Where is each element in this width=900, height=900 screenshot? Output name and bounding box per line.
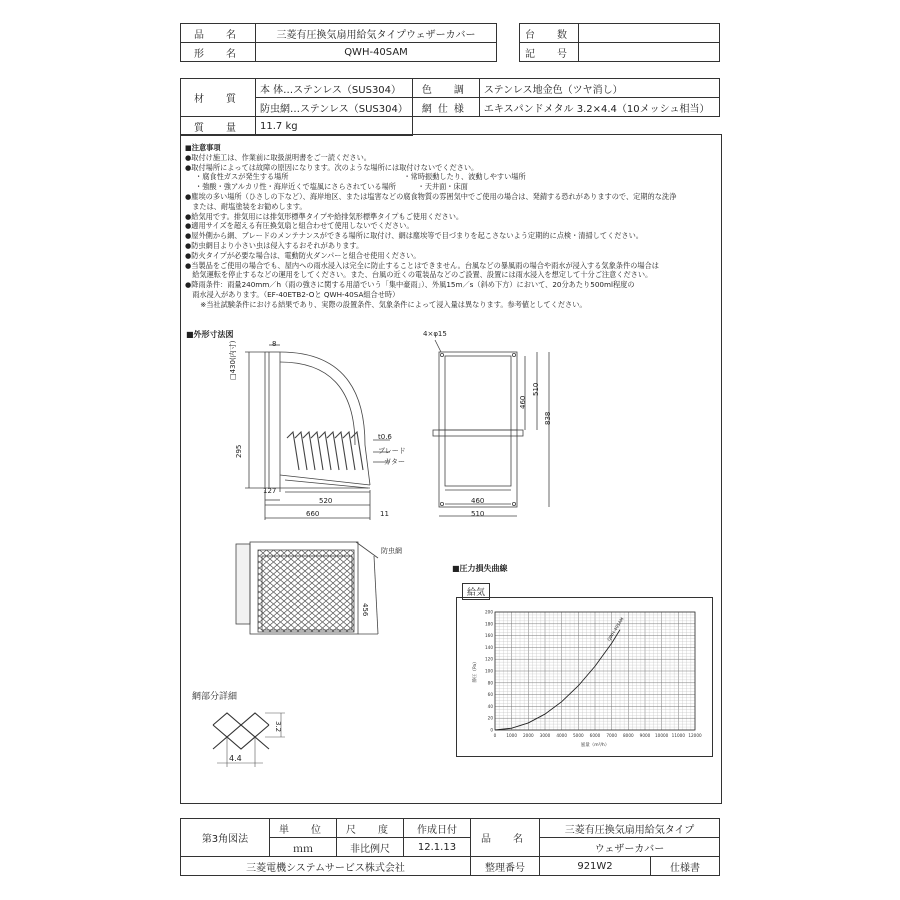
- x-tick-label: 8000: [622, 733, 634, 738]
- katamei-value: QWH-40SAM: [256, 43, 497, 62]
- y-axis-label: 静圧（Pa）: [473, 659, 478, 683]
- label-t06: t0.6: [378, 433, 392, 441]
- dim-460-h: 460: [519, 395, 527, 409]
- note-line: ●取付場所によっては故障の原因になります。次のような場所には取付けないでください。: [185, 162, 479, 172]
- chart-section-title: ■圧力損失曲線: [452, 564, 508, 573]
- hinmei-value: 三菱有圧換気扇用給気タイプウェザーカバー: [256, 24, 497, 43]
- x-tick-label: 9000: [639, 733, 651, 738]
- mesh-detail-title: 網部分詳細: [192, 692, 238, 702]
- dim-520: 520: [319, 497, 333, 505]
- daisu-label: 台 数: [520, 24, 579, 43]
- x-tick-label: 11000: [671, 733, 685, 738]
- shakudo-label: 尺 度: [337, 819, 404, 838]
- y-tick-label: 40: [487, 703, 493, 709]
- notes-title: ■注意事項: [185, 143, 221, 152]
- dim-127: 127: [263, 487, 277, 495]
- amishiyo-label: 網仕様: [412, 98, 479, 117]
- y-tick-label: 160: [485, 633, 493, 639]
- y-tick-label: 120: [485, 656, 493, 662]
- series-label: QWH-40SAM: [606, 616, 625, 642]
- footer-hinmei-label: 品 名: [471, 819, 540, 857]
- label-blade: ブレード: [378, 447, 406, 455]
- company-name: 三菱電機システムサービス株式会社: [181, 857, 471, 876]
- y-tick-label: 140: [485, 644, 493, 650]
- note-line: 給気運転を停止するなどの運用をしてください。また、台風の近くの電装品などのご設置、設置には雨水浸入を想定して十分ご注意ください。: [185, 270, 653, 280]
- x-tick-label: 0: [493, 733, 497, 738]
- honntai-value: 本 体…ステンレス（SUS304）: [256, 79, 413, 98]
- katamei-label: 形 名: [181, 43, 256, 62]
- shakudo-value: 非比例尺: [337, 838, 404, 857]
- dim-430: □430(内寸): [229, 340, 237, 380]
- dim-456: 456: [361, 603, 369, 617]
- kigo-value: [579, 43, 720, 62]
- x-tick-label: 5000: [572, 733, 584, 738]
- x-tick-label: 6000: [589, 733, 601, 738]
- tani-value: ｍｍ: [270, 838, 337, 857]
- x-tick-label: 4000: [556, 733, 568, 738]
- dim-838: 838: [544, 411, 552, 425]
- y-tick-label: 100: [485, 668, 493, 674]
- y-tick-label: 80: [487, 680, 493, 686]
- dim-295: 295: [235, 444, 243, 458]
- seiri-label: 整理番号: [471, 857, 540, 876]
- notes-section: [185, 143, 725, 310]
- note-line: ●塵埃の多い場所（ひさしの下など）、海岸地区、または塩害などの腐食物質の雰囲気中でご使用の場合は、発錆する恐れがありますので、定期的な洗浄: [185, 191, 677, 201]
- header-table: [180, 23, 720, 62]
- note-line: ●当製品をご使用の場合でも、屋内への雨水浸入は完全に防止することはできません。台風などの暴風雨の場合や雨水が浸入する気象条件の場合は: [185, 260, 659, 270]
- label-gutter: ガター: [384, 458, 405, 466]
- footer-hinmei-value2: ウェザーカバー: [540, 838, 720, 857]
- spec-table: [180, 78, 720, 136]
- x-tick-label: 1000: [506, 733, 518, 738]
- note-line: ●防虫網目より小さい虫は侵入するおそれがあります。: [185, 240, 364, 250]
- seiri-value: 921W2: [540, 857, 651, 876]
- tani-label: 単 位: [270, 819, 337, 838]
- dim-460-w: 460: [471, 497, 485, 505]
- date-label: 作成日付: [404, 819, 471, 838]
- shikicho-value: ステンレス地金色（ツヤ消し）: [479, 79, 719, 98]
- label-holes: 4×φ15: [423, 330, 447, 338]
- x-tick-label: 10000: [655, 733, 669, 738]
- label-bochumo: 防虫網: [381, 547, 402, 555]
- chart-title: 給気: [462, 583, 490, 600]
- y-tick-label: 0: [490, 727, 493, 733]
- x-axis-label: 風量（m³/h）: [580, 743, 610, 748]
- dim-8: 8: [272, 340, 277, 348]
- shitsuryo-label: 質 量: [181, 117, 256, 136]
- kigo-label: 記 号: [520, 43, 579, 62]
- note-line: ●給気用です。排気用には排気形標準タイプや給排気形標準タイプもご使用ください。: [185, 211, 464, 221]
- note-line: ●防火タイプが必要な場合は、電動防火ダンパーと組合せ使用ください。: [185, 250, 421, 260]
- y-tick-label: 20: [487, 715, 493, 721]
- shitsuryo-value: 11.7 kg: [256, 117, 413, 136]
- doc-type: 仕様書: [651, 857, 720, 876]
- footer-hinmei-value1: 三菱有圧換気扇用給気タイプ: [540, 819, 720, 838]
- bottom-view-drawing: [228, 538, 398, 648]
- amishiyo-value: エキスパンドメタル 3.2×4.4（10メッシュ相当）: [479, 98, 719, 117]
- hinmei-label: 品 名: [181, 24, 256, 43]
- projection: 第3角図法: [181, 819, 270, 857]
- drawing-title: ■外形寸法図: [186, 330, 234, 339]
- daisu-value: [579, 24, 720, 43]
- note-line: または、耐塩塗装をお勧めします。: [185, 201, 307, 211]
- note-line: ●取付け施工は、作業前に取扱説明書をご一読ください。: [185, 152, 371, 162]
- front-view-drawing: [425, 330, 575, 520]
- dim-32: 3.2: [274, 721, 282, 733]
- note-line: ・腐食性ガスが発生する場所 ・常時振動したり、波動しやすい場所: [195, 172, 526, 182]
- note-line: ●屋外側から網、ブレードのメンテナンスができる場所に取付け、網は塵埃等で目づまりを起こさないよう定期的に点検・清掃してください。: [185, 231, 643, 241]
- dim-44: 4.4: [229, 754, 242, 763]
- date-value: 12.1.13: [404, 838, 471, 857]
- pressure-loss-chart: [470, 608, 705, 748]
- note-line: 雨水浸入があります。（EF-40ETB2-Oと QWH-40SA組合せ時）: [185, 289, 400, 299]
- note-line: ●降雨条件：雨量240mm／h（雨の強さに関する用語でいう「集中豪雨」）、外風15m／s（斜め下方）において、20分あたり500ml程度の: [185, 280, 635, 290]
- zaishitsu-label: 材 質: [181, 79, 256, 117]
- x-tick-label: 7000: [606, 733, 618, 738]
- dim-510-w: 510: [471, 510, 485, 518]
- y-tick-label: 180: [485, 621, 493, 627]
- dim-660: 660: [306, 510, 320, 518]
- x-tick-label: 12000: [688, 733, 702, 738]
- bochumo-value: 防虫網…ステンレス（SUS304）: [256, 98, 413, 117]
- note-line: ●適用サイズを超える有圧換気扇と組合わせて使用しないでください。: [185, 221, 414, 231]
- x-tick-label: 2000: [522, 733, 534, 738]
- y-tick-label: 200: [485, 609, 493, 615]
- footer-table: [180, 818, 720, 876]
- dim-11: 11: [380, 510, 389, 518]
- side-view-drawing: [225, 340, 395, 520]
- mesh-detail-drawing: [205, 705, 295, 770]
- dim-510-h: 510: [532, 382, 540, 396]
- note-line: ※当社試験条件における結果であり、実際の設置条件、気象条件によって浸入量は異なります。参考値としてください。: [193, 299, 587, 309]
- note-line: ・強酸・強アルカリ性・海岸近くで塩風にさらされている場所 ・天井面・床面: [195, 182, 468, 192]
- shikicho-label: 色 調: [412, 79, 479, 98]
- y-tick-label: 60: [487, 692, 493, 698]
- x-tick-label: 3000: [539, 733, 551, 738]
